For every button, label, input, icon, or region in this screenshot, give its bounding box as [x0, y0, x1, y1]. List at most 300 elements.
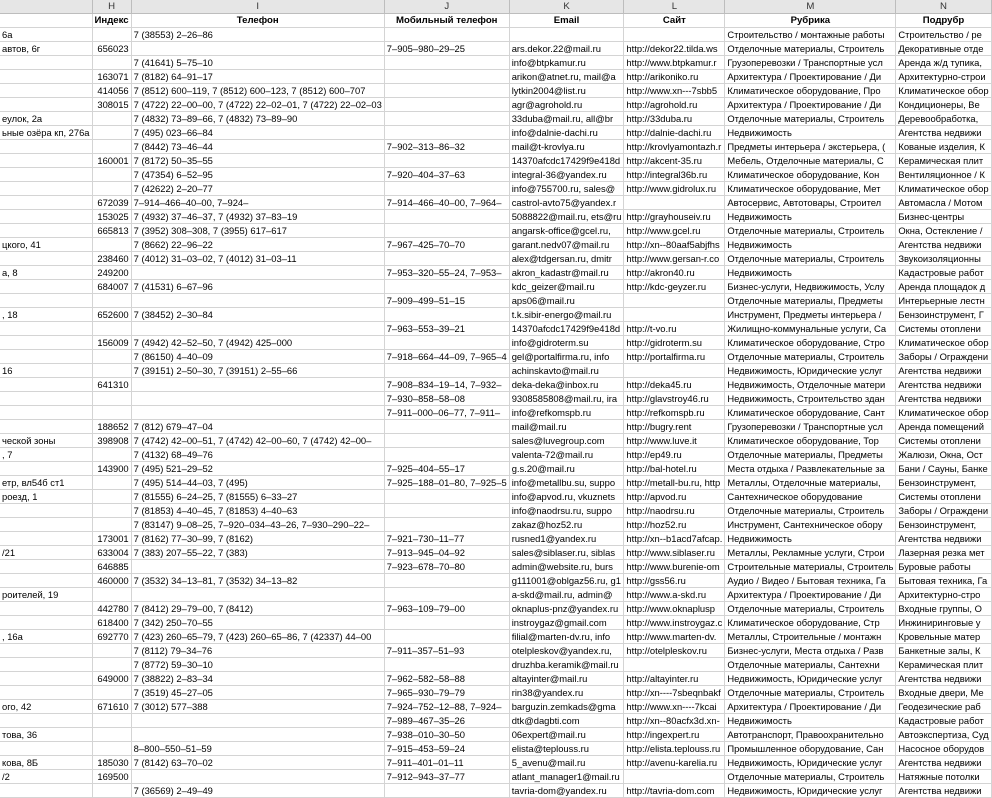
table-cell[interactable]: Недвижимость, Юридические услуг	[725, 364, 896, 378]
table-cell[interactable]: 398908	[92, 434, 131, 448]
table-cell[interactable]	[624, 658, 725, 672]
table-cell[interactable]: http://hoz52.ru	[624, 518, 725, 532]
table-cell[interactable]: http://xn--80aaf5abjfhs	[624, 238, 725, 252]
table-cell[interactable]: info@dalnie-dachi.ru	[509, 126, 624, 140]
header-cell[interactable]: Подрубр	[896, 14, 991, 28]
table-cell[interactable]: 7–924–752–12–88, 7–924–	[384, 700, 509, 714]
table-cell[interactable]: Жалюзи, Окна, Ост	[896, 448, 991, 462]
table-cell[interactable]: Агентства недвижи	[896, 532, 991, 546]
table-cell[interactable]	[92, 350, 131, 364]
table-cell[interactable]: elista@teplouss.ru	[509, 742, 624, 756]
table-cell[interactable]: , 18	[0, 308, 92, 322]
table-cell[interactable]: Недвижимость, Юридические услуг	[725, 756, 896, 770]
table-cell[interactable]: 185030	[92, 756, 131, 770]
table-cell[interactable]	[0, 294, 92, 308]
table-cell[interactable]: Недвижимость, Отделочные матери	[725, 378, 896, 392]
header-cell[interactable]: Телефон	[131, 14, 384, 28]
table-cell[interactable]	[0, 252, 92, 266]
table-cell[interactable]: 7 (86150) 4–40–09	[131, 350, 384, 364]
table-cell[interactable]: Места отдыха / Развлекательные за	[725, 462, 896, 476]
table-cell[interactable]: g.s.20@mail.ru	[509, 462, 624, 476]
table-cell[interactable]: 656023	[92, 42, 131, 56]
table-cell[interactable]: 308015	[92, 98, 131, 112]
table-cell[interactable]: 7–912–943–37–77	[384, 770, 509, 784]
table-cell[interactable]: 7 (8442) 73–46–44	[131, 140, 384, 154]
table-cell[interactable]: Бензоинструмент,	[896, 476, 991, 490]
table-cell[interactable]: http://kdc-geyzer.ru	[624, 280, 725, 294]
table-cell[interactable]: Автосервис, Автотовары, Строител	[725, 196, 896, 210]
table-cell[interactable]: Бизнес-центры	[896, 210, 991, 224]
table-cell[interactable]: barguzin.zemkads@gma	[509, 700, 624, 714]
table-cell[interactable]	[0, 406, 92, 420]
table-cell[interactable]	[92, 490, 131, 504]
table-cell[interactable]	[92, 658, 131, 672]
table-cell[interactable]: 16	[0, 364, 92, 378]
table-cell[interactable]: instroygaz@gmail.com	[509, 616, 624, 630]
table-cell[interactable]: oknaplus-pnz@yandex.ru	[509, 602, 624, 616]
table-cell[interactable]: http://ep49.ru	[624, 448, 725, 462]
table-cell[interactable]: 163071	[92, 70, 131, 84]
table-cell[interactable]	[92, 784, 131, 798]
table-cell[interactable]: 143900	[92, 462, 131, 476]
table-cell[interactable]: 249200	[92, 266, 131, 280]
table-cell[interactable]: 7–911–357–51–93	[384, 644, 509, 658]
table-cell[interactable]	[92, 126, 131, 140]
table-cell[interactable]: 7 (812) 679–47–04	[131, 420, 384, 434]
table-cell[interactable]: Отделочные материалы, Предметы	[725, 294, 896, 308]
header-cell[interactable]: Сайт	[624, 14, 725, 28]
table-cell[interactable]	[384, 98, 509, 112]
table-cell[interactable]: 460000	[92, 574, 131, 588]
table-cell[interactable]: 06expert@mail.ru	[509, 728, 624, 742]
table-cell[interactable]: Недвижимость	[725, 266, 896, 280]
table-cell[interactable]: 7 (8772) 59–30–10	[131, 658, 384, 672]
table-cell[interactable]	[92, 448, 131, 462]
table-cell[interactable]: 7 (38822) 2–83–34	[131, 672, 384, 686]
table-cell[interactable]: Мебель, Отделочные материалы, С	[725, 154, 896, 168]
column-letter-M[interactable]: M	[725, 0, 896, 14]
table-cell[interactable]: Отделочные материалы, Предметы	[725, 448, 896, 462]
table-cell[interactable]	[384, 70, 509, 84]
table-cell[interactable]: Натяжные потолки	[896, 770, 991, 784]
table-cell[interactable]: 156009	[92, 336, 131, 350]
table-cell[interactable]	[624, 28, 725, 42]
table-cell[interactable]: Геодезические раб	[896, 700, 991, 714]
table-cell[interactable]: kdc_geizer@mail.ru	[509, 280, 624, 294]
table-cell[interactable]: Строительные материалы, Строитель	[725, 560, 896, 574]
table-cell[interactable]: http://www.gersan-r.co	[624, 252, 725, 266]
table-cell[interactable]: Климатическое обор	[896, 182, 991, 196]
table-cell[interactable]: 14370afcdc17429f9e418d	[509, 322, 624, 336]
table-cell[interactable]: Насосное оборудов	[896, 742, 991, 756]
table-cell[interactable]: Климатическое оборудование, Мет	[725, 182, 896, 196]
table-cell[interactable]	[624, 308, 725, 322]
table-cell[interactable]: Отделочные материалы, Сантехни	[725, 658, 896, 672]
table-cell[interactable]: zakaz@hoz52.ru	[509, 518, 624, 532]
table-cell[interactable]: Интерьерные лестн	[896, 294, 991, 308]
table-cell[interactable]: 7 (383) 207–55–22, 7 (383)	[131, 546, 384, 560]
table-cell[interactable]: Строительство / монтажные работы	[725, 28, 896, 42]
table-cell[interactable]	[384, 588, 509, 602]
table-cell[interactable]: Агентства недвижи	[896, 784, 991, 798]
table-cell[interactable]	[0, 504, 92, 518]
table-cell[interactable]: етр, вл54б ст1	[0, 476, 92, 490]
table-cell[interactable]	[384, 420, 509, 434]
table-cell[interactable]	[384, 616, 509, 630]
table-cell[interactable]	[92, 644, 131, 658]
table-cell[interactable]: Автоэкспертиза, Суд	[896, 728, 991, 742]
table-cell[interactable]: 7–930–858–58–08	[384, 392, 509, 406]
table-cell[interactable]: Звукоизоляционны	[896, 252, 991, 266]
table-cell[interactable]: Агентства недвижи	[896, 364, 991, 378]
table-cell[interactable]	[0, 686, 92, 700]
table-cell[interactable]: info@naodrsu.ru, suppo	[509, 504, 624, 518]
table-cell[interactable]: http://agrohold.ru	[624, 98, 725, 112]
table-cell[interactable]: atlant_manager1@mail.ru	[509, 770, 624, 784]
table-cell[interactable]	[92, 588, 131, 602]
table-cell[interactable]	[92, 238, 131, 252]
table-cell[interactable]	[0, 602, 92, 616]
table-cell[interactable]: arikon@atnet.ru, mail@a	[509, 70, 624, 84]
table-cell[interactable]: admin@website.ru, burs	[509, 560, 624, 574]
table-cell[interactable]	[92, 504, 131, 518]
table-cell[interactable]: http://www.oknaplusp	[624, 602, 725, 616]
table-cell[interactable]: 7 (83147) 9–08–25, 7–920–034–43–26, 7–930–290–22–	[131, 518, 384, 532]
table-cell[interactable]: alex@tdgersan.ru, dmitr	[509, 252, 624, 266]
table-cell[interactable]	[92, 518, 131, 532]
table-cell[interactable]: Бизнес-услуги, Места отдыха / Разв	[725, 644, 896, 658]
table-cell[interactable]: http://portalfirma.ru	[624, 350, 725, 364]
table-cell[interactable]: Входные двери, Ме	[896, 686, 991, 700]
table-cell[interactable]: aps06@mail.ru	[509, 294, 624, 308]
table-cell[interactable]: кова, 8Б	[0, 756, 92, 770]
table-cell[interactable]: 7 (8412) 29–79–00, 7 (8412)	[131, 602, 384, 616]
table-cell[interactable]: Металлы, Отделочные материалы,	[725, 476, 896, 490]
table-cell[interactable]: lytkin2004@list.ru	[509, 84, 624, 98]
table-cell[interactable]: http://bal-hotel.ru	[624, 462, 725, 476]
table-cell[interactable]: Промышленное оборудование, Сан	[725, 742, 896, 756]
table-cell[interactable]	[0, 224, 92, 238]
table-cell[interactable]	[131, 322, 384, 336]
table-cell[interactable]	[0, 168, 92, 182]
table-cell[interactable]: 188652	[92, 420, 131, 434]
table-cell[interactable]: Автомасла / Мотом	[896, 196, 991, 210]
header-cell[interactable]: Рубрика	[725, 14, 896, 28]
column-letter-J[interactable]: J	[384, 0, 509, 14]
table-cell[interactable]: Агентства недвижи	[896, 756, 991, 770]
table-cell[interactable]: http://avenu-karelia.ru	[624, 756, 725, 770]
table-cell[interactable]: Аренда ж/д тупика,	[896, 56, 991, 70]
table-cell[interactable]: 7 (4942) 42–52–50, 7 (4942) 425–000	[131, 336, 384, 350]
table-cell[interactable]: 7 (41531) 6–67–96	[131, 280, 384, 294]
table-cell[interactable]: 7 (4832) 73–89–66, 7 (4832) 73–89–90	[131, 112, 384, 126]
table-cell[interactable]: Грузоперевозки / Транспортные усл	[725, 56, 896, 70]
table-cell[interactable]: роителей, 19	[0, 588, 92, 602]
table-cell[interactable]: altayinter@mail.ru	[509, 672, 624, 686]
table-cell[interactable]	[384, 252, 509, 266]
table-cell[interactable]	[0, 182, 92, 196]
table-cell[interactable]: Архитектура / Проектирование / Ди	[725, 700, 896, 714]
table-cell[interactable]	[624, 770, 725, 784]
table-cell[interactable]: 442780	[92, 602, 131, 616]
table-cell[interactable]: 5_avenu@mail.ru	[509, 756, 624, 770]
table-cell[interactable]: rusned1@yandex.ru	[509, 532, 624, 546]
table-cell[interactable]	[384, 308, 509, 322]
table-cell[interactable]: 646885	[92, 560, 131, 574]
table-cell[interactable]: rin38@yandex.ru	[509, 686, 624, 700]
table-cell[interactable]	[92, 140, 131, 154]
table-cell[interactable]: Недвижимость	[725, 238, 896, 252]
table-cell[interactable]: Агентства недвижи	[896, 672, 991, 686]
table-cell[interactable]: http://www.xn---7sbb5	[624, 84, 725, 98]
table-cell[interactable]: achinskavto@mail.ru	[509, 364, 624, 378]
table-cell[interactable]	[131, 378, 384, 392]
table-cell[interactable]: 7 (342) 250–70–55	[131, 616, 384, 630]
table-cell[interactable]: 7–913–945–04–92	[384, 546, 509, 560]
table-cell[interactable]: 649000	[92, 672, 131, 686]
table-cell[interactable]: Архитектура / Проектирование / Ди	[725, 98, 896, 112]
table-cell[interactable]	[384, 434, 509, 448]
table-cell[interactable]: Климатическое оборудование, Сант	[725, 406, 896, 420]
table-cell[interactable]: http://elista.teplouss.ru	[624, 742, 725, 756]
table-cell[interactable]: 9308585808@mail.ru, ira	[509, 392, 624, 406]
table-cell[interactable]	[0, 658, 92, 672]
table-cell[interactable]	[384, 224, 509, 238]
table-cell[interactable]: 7–920–404–37–63	[384, 168, 509, 182]
table-cell[interactable]: 7–967–425–70–70	[384, 238, 509, 252]
table-cell[interactable]: http://www.gcel.ru	[624, 224, 725, 238]
table-cell[interactable]: Климатическое оборудование, Кон	[725, 168, 896, 182]
table-cell[interactable]	[0, 462, 92, 476]
table-cell[interactable]: 7–902–313–86–32	[384, 140, 509, 154]
table-cell[interactable]	[0, 280, 92, 294]
table-cell[interactable]: druzhba.keramik@mail.ru	[509, 658, 624, 672]
table-cell[interactable]: 7–905–980–29–25	[384, 42, 509, 56]
table-cell[interactable]: info@apvod.ru, vkuznets	[509, 490, 624, 504]
table-cell[interactable]: mail@mail.ru	[509, 420, 624, 434]
table-cell[interactable]	[384, 112, 509, 126]
column-letter-L[interactable]: L	[624, 0, 725, 14]
table-cell[interactable]: 7–909–499–51–15	[384, 294, 509, 308]
table-cell[interactable]: 173001	[92, 532, 131, 546]
table-cell[interactable]: info@755700.ru, sales@	[509, 182, 624, 196]
table-cell[interactable]	[92, 182, 131, 196]
table-cell[interactable]: това, 36	[0, 728, 92, 742]
table-cell[interactable]	[384, 784, 509, 798]
table-cell[interactable]: integral-36@yandex.ru	[509, 168, 624, 182]
column-letter-K[interactable]: K	[509, 0, 624, 14]
table-cell[interactable]: , 7	[0, 448, 92, 462]
table-cell[interactable]	[384, 630, 509, 644]
table-cell[interactable]	[0, 378, 92, 392]
table-cell[interactable]: 7 (8662) 22–96–22	[131, 238, 384, 252]
table-cell[interactable]: Климатическое обор	[896, 84, 991, 98]
table-cell[interactable]: Аудио / Видео / Бытовая техника, Га	[725, 574, 896, 588]
table-cell[interactable]: 7–925–404–55–17	[384, 462, 509, 476]
table-cell[interactable]: Металлы, Рекламные услуги, Строи	[725, 546, 896, 560]
table-cell[interactable]: 7–953–320–55–24, 7–953–	[384, 266, 509, 280]
table-cell[interactable]: http://akron40.ru	[624, 266, 725, 280]
table-cell[interactable]	[92, 28, 131, 42]
table-cell[interactable]: 7 (495) 023–66–84	[131, 126, 384, 140]
table-cell[interactable]: 7 (47354) 6–52–95	[131, 168, 384, 182]
table-cell[interactable]	[131, 294, 384, 308]
table-cell[interactable]	[0, 98, 92, 112]
table-cell[interactable]: info@gidroterm.su	[509, 336, 624, 350]
table-cell[interactable]: Кованые изделия, К	[896, 140, 991, 154]
table-cell[interactable]: 238460	[92, 252, 131, 266]
table-cell[interactable]: 641310	[92, 378, 131, 392]
table-cell[interactable]: 5088822@mail.ru, ets@ru	[509, 210, 624, 224]
table-cell[interactable]	[0, 154, 92, 168]
table-cell[interactable]: 7–963–109–79–00	[384, 602, 509, 616]
table-cell[interactable]: Инжиниринговые у	[896, 616, 991, 630]
table-cell[interactable]: mail@t-krovlya.ru	[509, 140, 624, 154]
table-cell[interactable]	[0, 574, 92, 588]
table-cell[interactable]	[384, 490, 509, 504]
table-cell[interactable]: http://gss56.ru	[624, 574, 725, 588]
table-cell[interactable]: agr@agrohold.ru	[509, 98, 624, 112]
table-cell[interactable]: 6а	[0, 28, 92, 42]
table-cell[interactable]: http://naodrsu.ru	[624, 504, 725, 518]
table-cell[interactable]: Системы отоплени	[896, 490, 991, 504]
table-cell[interactable]	[131, 714, 384, 728]
table-cell[interactable]	[131, 588, 384, 602]
table-cell[interactable]: http://xn--b1acd7afcap.	[624, 532, 725, 546]
table-cell[interactable]: Системы отоплени	[896, 434, 991, 448]
table-cell[interactable]	[624, 364, 725, 378]
table-cell[interactable]: 672039	[92, 196, 131, 210]
table-cell[interactable]: 7–938–010–30–50	[384, 728, 509, 742]
table-cell[interactable]: Грузоперевозки / Транспортные усл	[725, 420, 896, 434]
table-cell[interactable]: Недвижимость	[725, 126, 896, 140]
table-cell[interactable]: /2	[0, 770, 92, 784]
table-cell[interactable]: Архитектура / Проектирование / Ди	[725, 70, 896, 84]
table-cell[interactable]: valenta-72@mail.ru	[509, 448, 624, 462]
table-cell[interactable]: 14370afcdc17429f9e418d	[509, 154, 624, 168]
table-cell[interactable]: Климатическое оборудование, Стро	[725, 336, 896, 350]
table-cell[interactable]: 7 (41641) 5–75–10	[131, 56, 384, 70]
table-cell[interactable]: http://www.instroygaz.c	[624, 616, 725, 630]
table-cell[interactable]: deka-deka@inbox.ru	[509, 378, 624, 392]
table-cell[interactable]: http://xn----7sbeqnbakf	[624, 686, 725, 700]
column-letter-N[interactable]: N	[896, 0, 991, 14]
table-cell[interactable]: 7–925–188–01–80, 7–925–5	[384, 476, 509, 490]
table-cell[interactable]	[92, 728, 131, 742]
table-cell[interactable]: http://apvod.ru	[624, 490, 725, 504]
table-cell[interactable]: 665813	[92, 224, 131, 238]
table-cell[interactable]: Агентства недвижи	[896, 378, 991, 392]
header-cell[interactable]: Email	[509, 14, 624, 28]
table-cell[interactable]: 652600	[92, 308, 131, 322]
table-cell[interactable]: http://ingexpert.ru	[624, 728, 725, 742]
table-cell[interactable]: 618400	[92, 616, 131, 630]
table-cell[interactable]: http://dalnie-dachi.ru	[624, 126, 725, 140]
table-cell[interactable]: 7 (81853) 4–40–45, 7 (81853) 4–40–63	[131, 504, 384, 518]
table-cell[interactable]: castrol-avto75@yandex.r	[509, 196, 624, 210]
table-cell[interactable]	[92, 294, 131, 308]
table-cell[interactable]: Сантехническое оборудование	[725, 490, 896, 504]
table-cell[interactable]: Декоративные отде	[896, 42, 991, 56]
table-cell[interactable]: 7 (8142) 63–70–02	[131, 756, 384, 770]
table-cell[interactable]: 7–911–000–06–77, 7–911–	[384, 406, 509, 420]
table-cell[interactable]: http://t-vo.ru	[624, 322, 725, 336]
table-cell[interactable]	[0, 322, 92, 336]
table-cell[interactable]: ьные озёра кп, 276а	[0, 126, 92, 140]
table-cell[interactable]: Заборы / Ограждени	[896, 350, 991, 364]
table-cell[interactable]	[0, 84, 92, 98]
table-cell[interactable]: Автотранспорт, Правоохранительно	[725, 728, 896, 742]
table-cell[interactable]: t.k.sibir-energo@mail.ru	[509, 308, 624, 322]
table-cell[interactable]	[92, 392, 131, 406]
table-cell[interactable]: Строительство / ре	[896, 28, 991, 42]
table-cell[interactable]: Бизнес-услуги, Недвижимость, Услу	[725, 280, 896, 294]
table-cell[interactable]	[624, 294, 725, 308]
table-cell[interactable]: Системы отоплени	[896, 322, 991, 336]
table-cell[interactable]: 7 (495) 521–29–52	[131, 462, 384, 476]
table-cell[interactable]	[384, 154, 509, 168]
table-cell[interactable]: Климатическое оборудование, Стр	[725, 616, 896, 630]
table-cell[interactable]: Отделочные материалы, Строитель	[725, 686, 896, 700]
table-cell[interactable]	[384, 364, 509, 378]
table-cell[interactable]: http://www.gidrolux.ru	[624, 182, 725, 196]
table-cell[interactable]	[509, 28, 624, 42]
table-cell[interactable]: http://www.a-skd.ru	[624, 588, 725, 602]
table-cell[interactable]	[92, 742, 131, 756]
table-cell[interactable]: Отделочные материалы, Строитель	[725, 252, 896, 266]
table-cell[interactable]: http://krovlyamontazh.r	[624, 140, 725, 154]
table-cell[interactable]: 7 (39151) 2–50–30, 7 (39151) 2–55–66	[131, 364, 384, 378]
table-cell[interactable]: angarsk-office@gcel.ru,	[509, 224, 624, 238]
table-cell[interactable]: 7 (4132) 68–49–76	[131, 448, 384, 462]
table-cell[interactable]: 7 (3519) 45–27–05	[131, 686, 384, 700]
table-cell[interactable]	[131, 728, 384, 742]
table-cell[interactable]	[0, 420, 92, 434]
table-cell[interactable]: Деревообработка,	[896, 112, 991, 126]
table-cell[interactable]: Недвижимость	[725, 532, 896, 546]
table-cell[interactable]: Климатическое оборудование, Тор	[725, 434, 896, 448]
table-cell[interactable]: 153025	[92, 210, 131, 224]
table-cell[interactable]: http://glavstroy46.ru	[624, 392, 725, 406]
table-cell[interactable]: Инструмент, Предметы интерьера /	[725, 308, 896, 322]
table-cell[interactable]: Отделочные материалы, Строитель	[725, 504, 896, 518]
table-cell[interactable]: gel@portalfirma.ru, info	[509, 350, 624, 364]
table-cell[interactable]: http://www.siblaser.ru	[624, 546, 725, 560]
table-cell[interactable]: Недвижимость	[725, 714, 896, 728]
header-cell[interactable]: Мобильный телефон	[384, 14, 509, 28]
column-letter-g[interactable]	[0, 0, 92, 14]
table-cell[interactable]: Бытовая техника, Га	[896, 574, 991, 588]
table-cell[interactable]: 7 (36569) 2–49–49	[131, 784, 384, 798]
table-cell[interactable]: 414056	[92, 84, 131, 98]
table-cell[interactable]	[0, 70, 92, 84]
table-cell[interactable]: 671610	[92, 700, 131, 714]
table-cell[interactable]	[92, 476, 131, 490]
table-cell[interactable]: Отделочные материалы, Строитель	[725, 602, 896, 616]
table-cell[interactable]: 7 (81555) 6–24–25, 7 (81555) 6–33–27	[131, 490, 384, 504]
table-cell[interactable]: sales@siblaser.ru, siblas	[509, 546, 624, 560]
table-cell[interactable]: http://www.btpkamur.r	[624, 56, 725, 70]
table-cell[interactable]: 7 (4742) 42–00–51, 7 (4742) 42–00–60, 7 (4742) 42–00–	[131, 434, 384, 448]
table-cell[interactable]: Кровельные матер	[896, 630, 991, 644]
table-cell[interactable]: Вентиляционное / К	[896, 168, 991, 182]
table-cell[interactable]: Кадастровые работ	[896, 266, 991, 280]
table-cell[interactable]: 7 (8182) 64–91–17	[131, 70, 384, 84]
table-cell[interactable]: http://bugry.rent	[624, 420, 725, 434]
table-cell[interactable]: Архитектурно-строи	[896, 70, 991, 84]
table-cell[interactable]: http://grayhouseiv.ru	[624, 210, 725, 224]
table-cell[interactable]: dtk@dagbti.com	[509, 714, 624, 728]
